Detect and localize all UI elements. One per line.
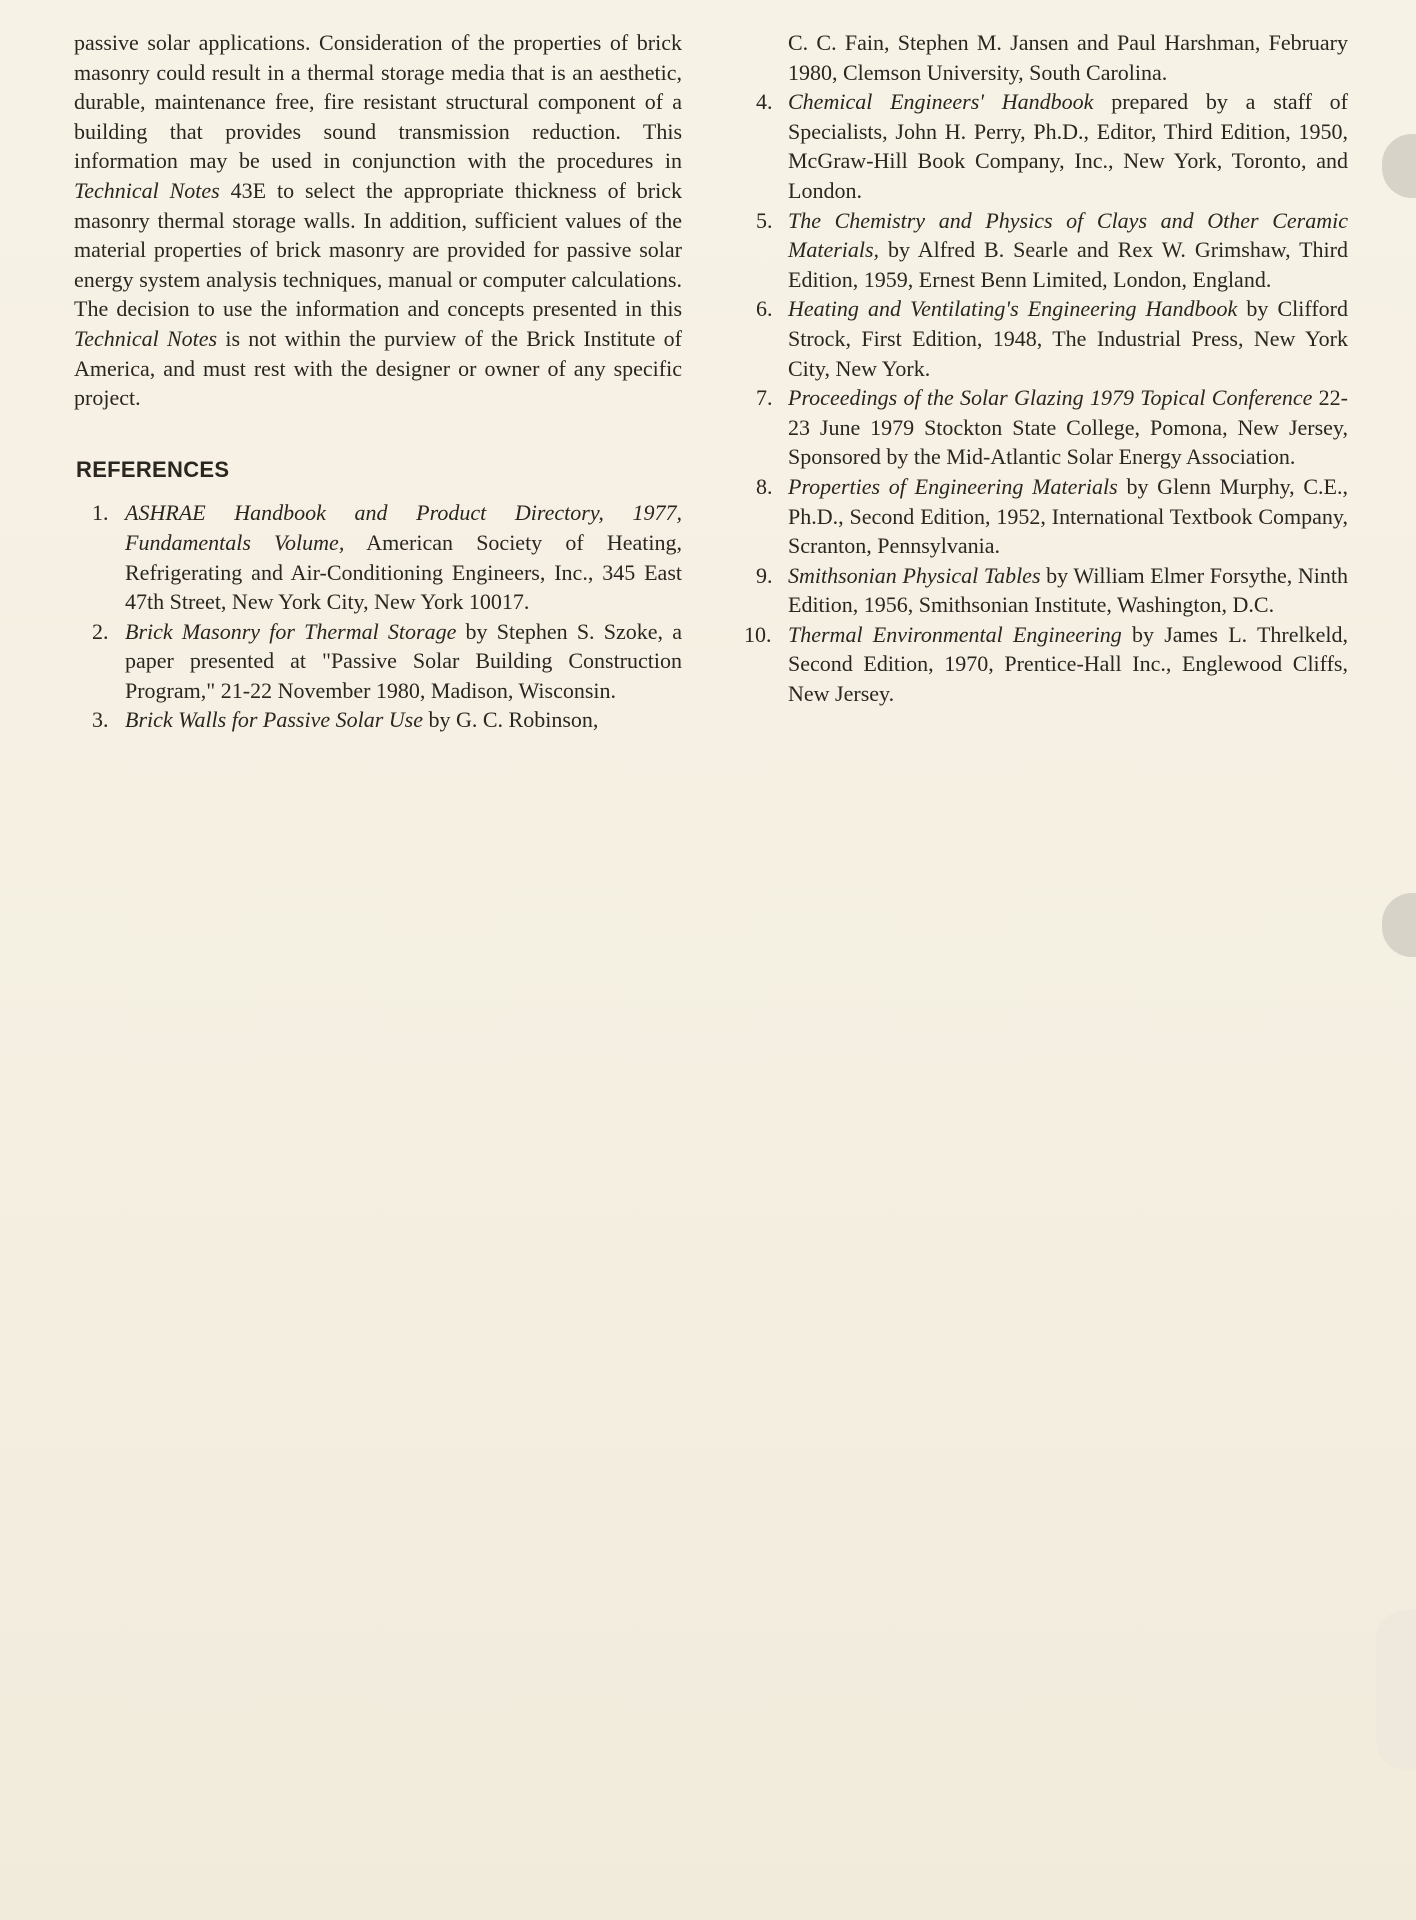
- reference-item-10: [744, 620, 1348, 709]
- references-list-right: [744, 28, 1348, 709]
- reference-details: prepared by a staff of Specialists, John H. Perry, Ph.D., Editor, Third Edition, 1950, McGraw-Hill Book Company, Inc., New York, Toronto, and London.: [788, 89, 1348, 203]
- reference-item-8: [748, 472, 1348, 561]
- reference-details: by William Elmer Forsythe, Ninth Edition, 1956, Smithsonian Institute, Washington, D.C.: [788, 562, 1348, 618]
- reference-title: Properties of Engineering Materials: [788, 473, 1118, 499]
- reference-item-2: [74, 617, 682, 706]
- body-italic-technical-notes-2: Technical Notes: [74, 325, 218, 351]
- reference-item-5: [748, 206, 1348, 295]
- reference-number: 5.: [756, 207, 773, 233]
- reference-title: ASHRAE Handbook and Product Directory, 1977, Fundamentals Volume,: [125, 500, 682, 555]
- reference-number: 9.: [756, 562, 773, 588]
- binder-hole-bottom: [1376, 1610, 1416, 1770]
- left-column: [74, 28, 682, 735]
- reference-details: by James L. Threlkeld, Second Edition, 1970, Prentice-Hall Inc., Englewood Cliffs, New Jersey.: [788, 621, 1348, 707]
- reference-title: The Chemistry and Physics of Clays and Other Ceramic Materials,: [788, 207, 1348, 263]
- reference-details: by Stephen S. Szoke, a paper presented at "Passive Solar Building Construction Program," 21-22 November 1980, Madison, Wisconsin.: [125, 618, 682, 703]
- reference-item-1: [74, 498, 682, 616]
- reference-details: 22-23 June 1979 Stockton State College, Pomona, New Jersey, Sponsored by the Mid-Atlantic Solar Energy Association.: [788, 385, 1348, 470]
- reference-item-6: [748, 294, 1348, 383]
- reference-title: Heating and Ventilating's Engineering Handbook: [788, 296, 1238, 322]
- reference-title: Proceedings of the Solar Glazing 1979 Topical Conference: [788, 385, 1313, 411]
- reference-item-3-continued: [748, 28, 1348, 87]
- reference-item-3: [74, 705, 682, 735]
- reference-item-9: [748, 561, 1348, 620]
- reference-title: Brick Walls for Passive Solar Use: [125, 707, 423, 733]
- reference-item-4: [748, 87, 1348, 205]
- references-list-left: [74, 498, 682, 735]
- reference-number: 6.: [756, 296, 773, 322]
- reference-title: Chemical Engineers' Handbook: [788, 89, 1094, 115]
- reference-details: by Glenn Murphy, C.E., Ph.D., Second Edition, 1952, International Textbook Company, Scranton, Pennsylvania.: [788, 473, 1348, 559]
- reference-number: 3.: [92, 707, 109, 733]
- body-text-part-2: 43E to select the appropriate thickness of brick masonry thermal storage walls. In addition, sufficient values of the material properties of brick masonry are provided for passive solar energy system analysis techniques, manual or computer calculations. The decision to use the information and concepts presented in this: [74, 177, 682, 322]
- reference-title: Thermal Environmental Engineering: [788, 621, 1122, 647]
- reference-number: 1.: [92, 500, 109, 526]
- reference-details: by Clifford Strock, First Edition, 1948, The Industrial Press, New York City, New York.: [788, 296, 1348, 381]
- body-italic-technical-notes-1: Technical Notes: [74, 177, 220, 203]
- reference-number: 10.: [744, 621, 772, 647]
- right-column: [744, 28, 1348, 709]
- reference-title: Brick Masonry for Thermal Storage: [125, 618, 457, 644]
- reference-details: by Alfred B. Searle and Rex W. Grimshaw, Third Edition, 1959, Ernest Benn Limited, London, England.: [788, 237, 1348, 292]
- reference-details: American Society of Heating, Refrigerating and Air-Conditioning Engineers, Inc., 345 East 47th Street, New York City, New York 10017.: [125, 529, 682, 615]
- reference-title: Smithsonian Physical Tables: [788, 562, 1041, 588]
- body-text-part-1: passive solar applications. Consideration of the properties of brick masonry could result in a thermal storage media that is an aesthetic, durable, maintenance free, fire resistant structural component of a building that provides sound transmission reduction. This information may be used in conjunction with the procedures in: [74, 30, 682, 174]
- reference-number: 2.: [92, 618, 109, 644]
- reference-details: by G. C. Robinson,: [423, 707, 599, 733]
- reference-item-7: [748, 383, 1348, 472]
- reference-details: C. C. Fain, Stephen M. Jansen and Paul Harshman, February 1980, Clemson University, South Carolina.: [788, 30, 1348, 85]
- reference-number: 4.: [756, 89, 773, 115]
- reference-number: 8.: [756, 473, 773, 499]
- body-text-part-3: is not within the purview of the Brick Institute of America, and must rest with the designer or owner of any specific project.: [74, 325, 682, 411]
- reference-number: 7.: [756, 385, 773, 411]
- body-paragraph: [74, 28, 682, 413]
- references-heading: REFERENCES: [76, 456, 230, 482]
